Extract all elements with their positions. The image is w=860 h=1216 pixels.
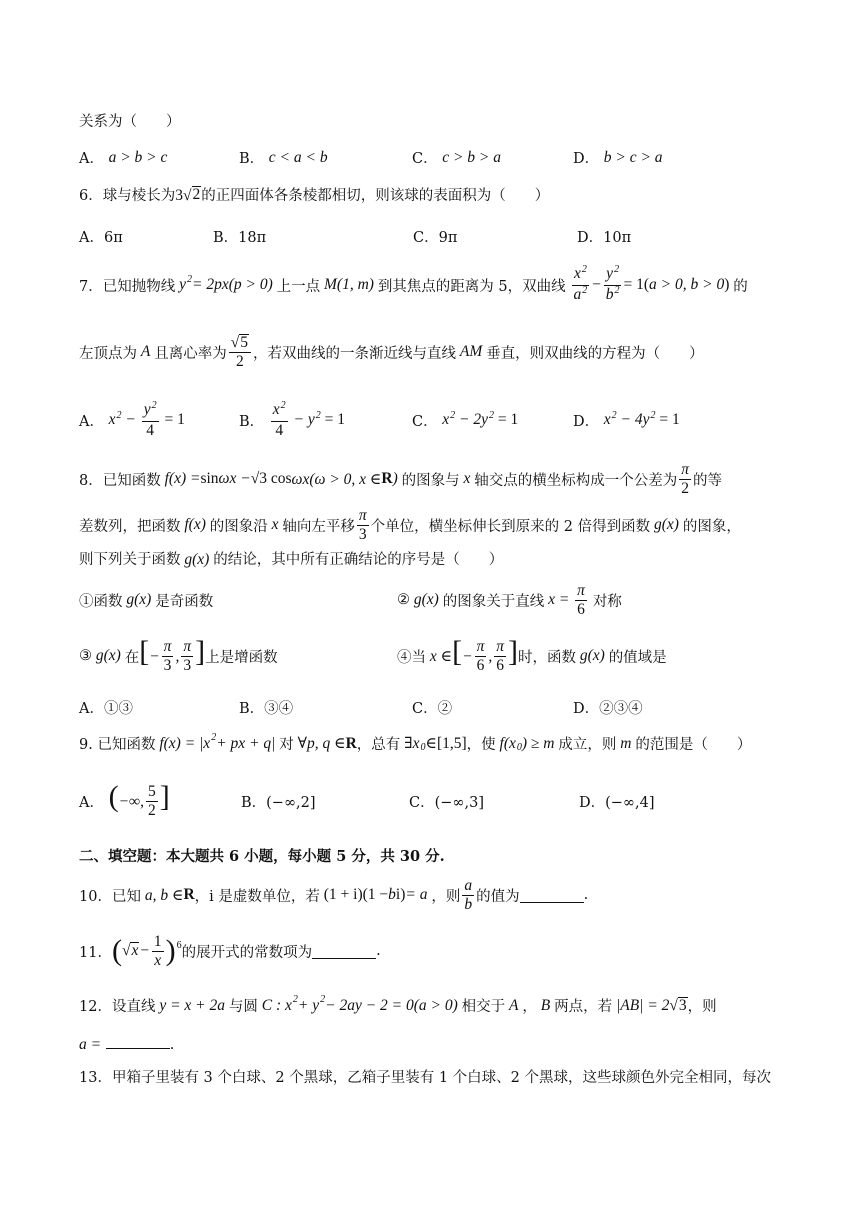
section-heading-fill-in: 二、填空题：本大题共 6 小题，每小题 5 分，共 30 分. (79, 848, 445, 865)
q9-options (79, 778, 790, 824)
q8-option-b[interactable]: B．③④ (239, 701, 294, 717)
question-10: 10．已知 a, b ∈ R ，i 是虚数单位，若 (1 + i)(1 − b i) = a ，则 $\frac{a}{b}$ 的值为 . (79, 876, 589, 913)
q8-statements-1-2 (79, 580, 790, 620)
q7-option-d[interactable]: D． $x^2 - 4y^2 = 1$ (573, 410, 680, 430)
q5-option-a[interactable]: A． a > b > c (79, 148, 168, 167)
q9-option-c[interactable]: C．(−∞,3] (409, 794, 484, 811)
q6-options (79, 226, 790, 247)
answer-blank-12[interactable] (106, 1034, 170, 1049)
q9-option-b[interactable]: B．(−∞,2] (241, 794, 316, 811)
statement-3: ③ g(x) 在 [− $\frac{\pi}{3}$ , $\frac{\pi}{3}$ ] 上是增函数 (79, 634, 278, 675)
q6-option-b[interactable]: B．18π (213, 230, 267, 246)
q5-option-c[interactable]: C． c > b > a (412, 148, 502, 167)
q5-option-d[interactable]: D． b > c > a (573, 148, 663, 167)
question-12-line-1: 12．设直线 y = x + 2a 与圆 C : x 2 + y 2 − 2ay − 2 = 0(a > 0) 相交于 A ， B 两点，若 |AB| = 2 √ 3 ，则 (79, 994, 717, 1015)
question-8-line-3: 则下列关于函数 g(x) 的结论，其中所有正确结论的序号是（ ） (79, 551, 504, 568)
q5-option-b[interactable]: B． c < a < b (239, 148, 328, 167)
q7-option-a[interactable]: A． $x^2$ − $\frac{y^2}{4}$ = 1 (79, 399, 185, 439)
question-9: 9. 已知函数 f(x) = |x 2 + px + q| 对 ∀p, q ∈ R ，总有 ∃x 0 ∈ [1,5] ，使 f(x 0 ) ≥ m 成立，则 m 的范围是（ ） (79, 732, 752, 753)
q8-option-a[interactable]: A．①③ (79, 701, 133, 717)
question-11: 11． ( √ x − $\frac{1}{x}$ ) 6 的展开式的常数项为 . (79, 932, 381, 969)
q8-option-d[interactable]: D．②③④ (573, 701, 643, 717)
question-8-line-1: 8．已知函数 f(x) = sin ωx − √3 cos ωx(ω > 0, x ∈ R ) 的图象与 x 轴交点的横坐标构成一个公差为 $\frac{\pi}{2}$ 的等 (79, 460, 723, 497)
statement-2: ② g(x) 的图象关于直线 x = $\frac{\pi}{6}$ 对称 (397, 581, 622, 618)
statement-1: ①函数 g(x) 是奇函数 (79, 591, 214, 610)
question-7-line-1: 7．已知抛物线 y 2 = 2px(p > 0) 上一点 M(1, m) 到其焦点的距离为 5，双曲线 $\frac{x^2}{a^2}$ − $\frac{y^2}{b^2}$ = 1( a > 0, b > 0 ) 的 (79, 263, 748, 303)
q9-option-d[interactable]: D．(−∞,4] (579, 794, 655, 811)
statement-4: ④当 x ∈ [− $\frac{\pi}{6}$ , $\frac{\pi}{6}$ ] 时，函数 g(x) 的值域是 (397, 634, 667, 675)
answer-blank-10[interactable] (520, 888, 584, 903)
answer-blank-11[interactable] (312, 944, 376, 959)
question-6: 6．球与棱长为3 √ 2 的正四面体各条棱都相切，则该球的表面积为（ ） (79, 186, 550, 204)
q9-option-a[interactable]: A． (−∞, $\frac{5}{2}$ ] (79, 779, 170, 820)
q5-options (79, 147, 790, 168)
q7-option-b[interactable]: B． $\frac{x^2}{4}$ − $y^2 = 1$ (239, 399, 345, 439)
q6-option-d[interactable]: D．10π (577, 230, 632, 246)
question-13: 13．甲箱子里装有 3 个白球、2 个黑球，乙箱子里装有 1 个白球、2 个黑球，这些球颜色外完全相同，每次 (79, 1070, 772, 1086)
q8-options (79, 697, 790, 718)
q7-option-c[interactable]: C． $x^2 - 2y^2 = 1$ (412, 410, 519, 430)
q6-option-a[interactable]: A．6π (79, 230, 123, 246)
question-5-tail: 关系为（ ） (79, 114, 181, 130)
question-8-line-2: 差数列，把函数 f(x) 的图象沿 x 轴向左平移 $\frac{\pi}{3}$ 个单位，横坐标伸长到原来的 2 倍得到函数 g(x) 的图象， (79, 506, 741, 543)
q7-options (79, 398, 790, 442)
q8-statements-3-4 (79, 630, 790, 682)
q8-option-c[interactable]: C．② (412, 701, 453, 717)
q6-option-c[interactable]: C．9π (413, 230, 458, 246)
question-7-line-2: 左顶点为 A 且离心率为 √ 5 2 ，若双曲线的一条渐近线与直线 AM 垂直，则双曲线的方程为（ ） (79, 333, 704, 370)
question-12-line-2: a = . (79, 1036, 175, 1053)
